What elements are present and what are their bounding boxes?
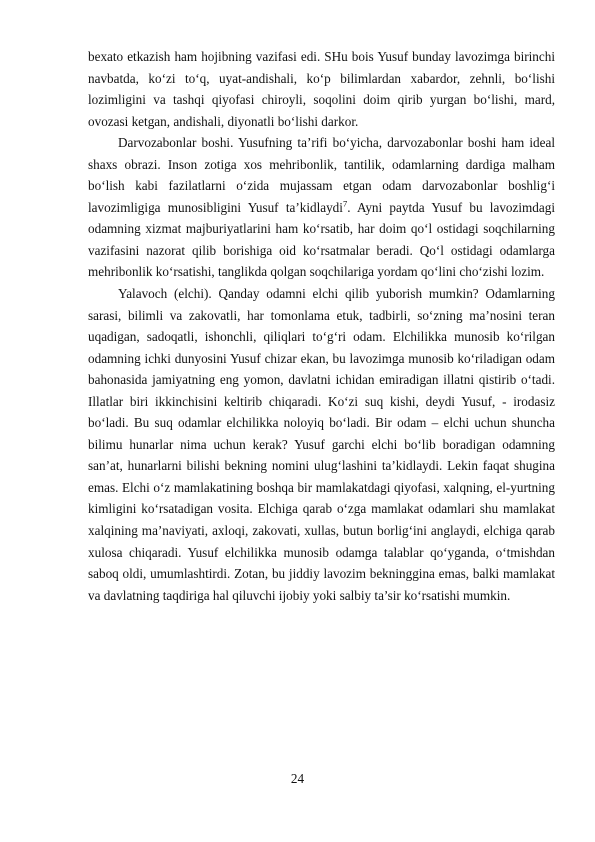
document-page [88, 46, 555, 606]
paragraph-yalavoch: Yalavoch (elchi). Qanday odamni elchi qilib yuborish mumkin? Odamlarning sarasi, bilimli va zakovatli, har tomonlama etuk, tadbirli, so‘zning ma’nosini teran uqadigan, sadoqatli, ishonchli, qiliqlari to‘g‘ri odam. Elchilikka munosib ko‘rilgan odamning ichki dunyosini Yusuf chizar ekan, bu lavozimga munosib ko‘riladigan odam bahonasida jamiyatning eng yomon, davlatni ichidan emiradigan illatni qistirib o‘tadi. Illatlar biri ikkinchisini keltirib chiqaradi. Ko‘zi suq kishi, deydi Yusuf, - irodasiz bo‘ladi. Bu suq odamlar elchilikka noloyiq bo‘ladi. Bir odam – elchi uchun shuncha bilimu hunarlar nima uchun kerak? Yusuf garchi elchi bo‘lib boradigan odamning san’at, hunarlarni bilishi bekning nomini ulug‘lashini ta’kidlaydi. Lekin faqat shugina emas. Elchi o‘z mamlakatining boshqa bir mamlakatdagi qiyofasi, xalqning, el-yurtning kimligini ko‘rsatadigan vosita. Elchiga qarab o‘zga mamlakat odamlari shu mamlakat xalqining ma’naviyati, axloqi, zakovati, xullas, butun borlig‘ini anglaydi, elchiga qarab xulosa chiqaradi. Yusuf elchilikka munosib odamga talablar qo‘yganda, o‘tmishdan saboq oldi, umumlashtirdi. Zotan, bu jiddiy lavozim bekninggina emas, balki mamlakat va davlatning taqdiriga hal qiluvchi ijobiy yoki salbiy ta’sir ko‘rsatishi mumkin. [88, 286, 555, 603]
page-number: 24 [290, 771, 305, 786]
footnote-reference: 7 [342, 198, 348, 209]
paragraph-text: Darvozabonlar boshi. Yusufning ta’rifi bo‘yicha, darvozabonlar boshi ham ideal shaxs obrazi. Inson zotiga xos mehribonlik, tantilik, odamlarning dardiga malham bo‘lish kabi fazilatlarni o‘zida mujassam etgan odam darvozabonlar boshlig‘i lavozimligiga munosibligini Yusuf ta’kidlaydi [88, 135, 555, 215]
paragraph-hojib: bexato etkazish ham hojibning vazifasi edi. SHu bois Yusuf bunday lavozimga birinchi navbatda, ko‘zi to‘q, uyat-andishali, ko‘p bilimlardan xabardor, zehnli, bo‘lishi lozimligini va tashqi qiyofasi chiroyli, soqolini doim qirib yurgan bo‘lishi, mard, ovozasi ketgan, andishali, diyonatli bo‘lishi darkor. [88, 49, 555, 129]
paragraph-text: . Ayni paytda Yusuf bu lavozimdagi odamning xizmat majburiyatlarini ham ko‘rsatib, har doim qo‘l ostidagi soqchilarning vazifasini nazorat qilib borishiga oid ko‘rsatmalar beradi. Qo‘l ostidagi odamlarga mehribonlik ko‘rsatishi, tanglikda qolgan soqchilariga yordam qo‘lini cho‘zishi lozim. [88, 199, 555, 280]
paragraph-darvozabonlar-boshi [88, 132, 555, 283]
